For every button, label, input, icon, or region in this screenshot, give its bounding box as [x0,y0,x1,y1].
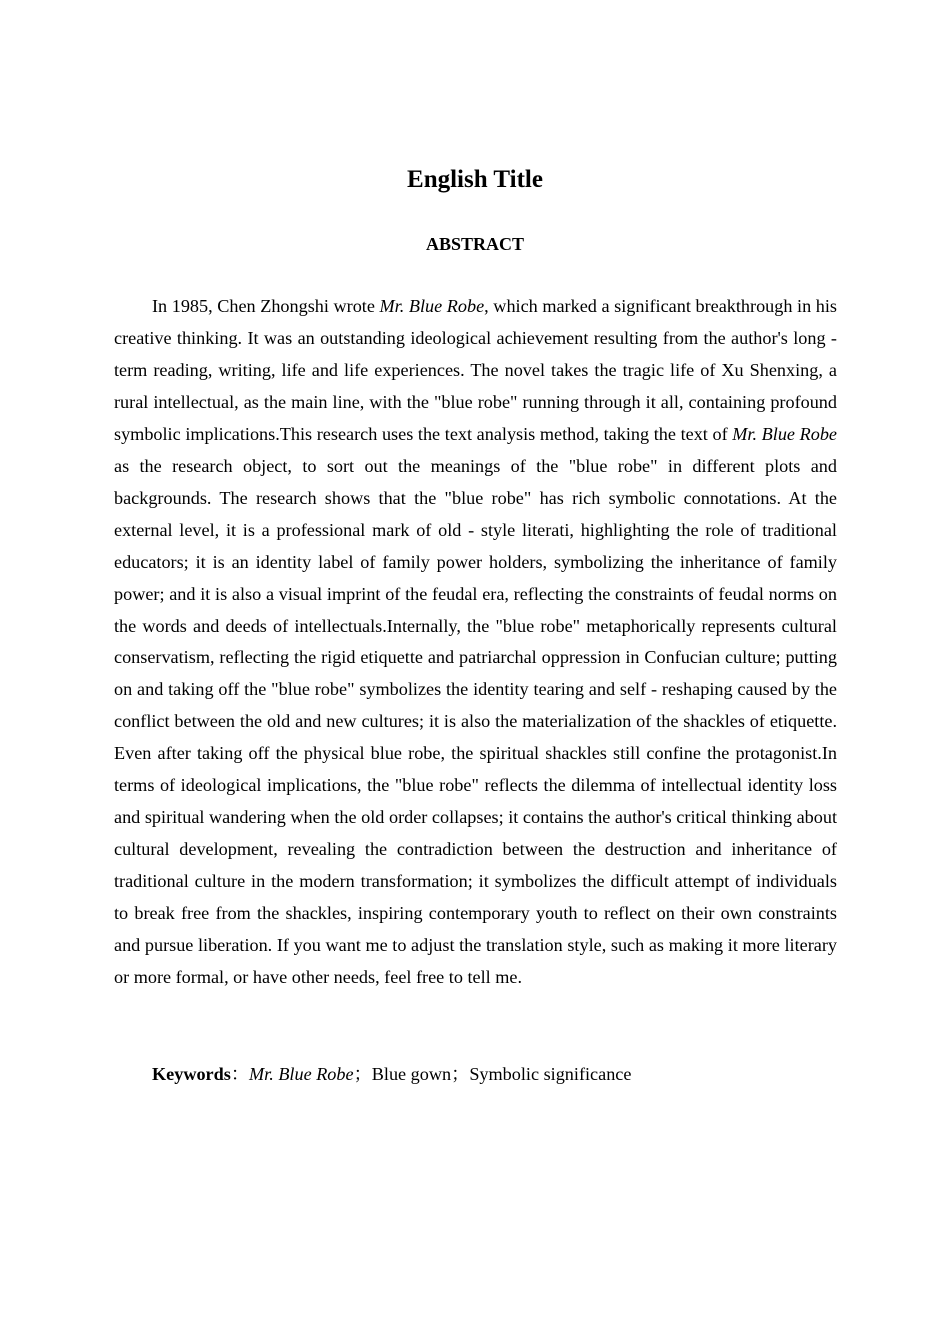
work-title: Mr. Blue Robe [379,296,485,316]
keywords-label: Keywords [152,1064,231,1084]
keyword-item: Symbolic significance [469,1064,632,1084]
keywords-line [152,1058,842,1090]
keyword-item: Blue gown [371,1064,452,1084]
abstract-text-segment: as the research object, to sort out the meanings of the "blue robe" in different plots and backgrounds. The research shows that the "blue robe" has rich symbolic connotations. At the external level, it is a professional mark of old - style literati, highlighting the role of traditional educators; it is an identity label of family power holders, symbolizing the inheritance of family power; and it is also a visual imprint of the feudal era, reflecting the constraints of feudal norms on the words and deeds of intellectuals.Internally, the "blue robe" metaphorically represents cultural conservatism, reflecting the rigid etiquette and patriarchal oppression in Confucian culture; putting on and taking off the "blue robe" symbolizes the identity tearing and self - reshaping caused by the conflict between the old and new cultures; it is also the materialization of the shackles of etiquette. Even after taking off the physical blue robe, the spiritual shackles still confine the protagonist.In terms of ideological implications, the "blue robe" reflects the dilemma of intellectual identity loss and spiritual wandering when the old order collapses; it contains the author's critical thinking about cultural development, revealing the contradiction between the destruction and inheritance of traditional culture in the modern transformation; it symbolizes the difficult attempt of individuals to break free from the shackles, inspiring contemporary youth to reflect on their own constraints and pursue liberation. If you want me to adjust the translation style, such as making it more literary or more formal, or have other needs, feel free to tell me. [114,455,837,988]
keyword-separator: ； [451,1064,470,1084]
document-title: English Title [407,166,543,193]
abstract-paragraph [114,291,837,994]
abstract-text-segment: , which marked a significant breakthrough in his creative thinking. It was an outstanding ideological achievement resulting from the author's long - term reading, writing, life and life experiences. The novel takes the tragic life of Xu Shenxing, a rural intellectual, as the main line, with the "blue robe" running through it all, containing profound symbolic implications.This research uses the text analysis method, taking the text of [114,296,837,444]
work-title: Mr. Blue Robe [732,423,837,444]
keyword-item: Mr. Blue Robe [249,1064,354,1084]
abstract-text-segment: In 1985, Chen Zhongshi wrote [152,296,380,316]
keywords-label-separator: ： [230,1064,250,1084]
keyword-separator: ； [353,1064,372,1084]
abstract-heading: ABSTRACT [425,234,525,254]
